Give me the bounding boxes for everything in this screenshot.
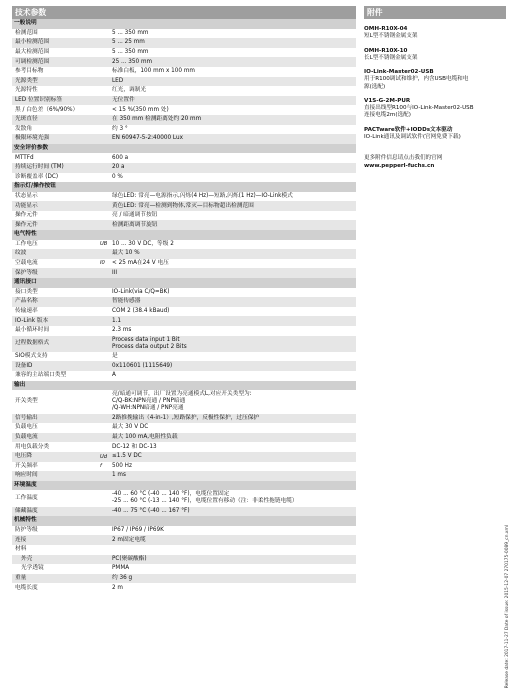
param-value-line: 检测距离调节旋钮 [112, 221, 158, 228]
param-symbol: UB [100, 241, 108, 248]
table-row [12, 307, 356, 317]
table-row [12, 67, 356, 77]
table-row [12, 105, 356, 115]
param-label: 电压降 [15, 453, 33, 460]
section-header-row [12, 481, 356, 491]
param-label: 最小循环时间 [15, 327, 50, 334]
param-label: 产品名称 [15, 298, 38, 305]
section-header-row [12, 230, 356, 240]
param-value [112, 390, 356, 413]
param-value-line: 2路推挽输出（4-in-1）,短路保护，反极性保护，过压保护 [112, 414, 260, 421]
accessory-description: 连接电缆2m(选配) [364, 112, 411, 119]
table-row [12, 259, 356, 269]
table-row [12, 115, 356, 125]
param-label: 检测范围 [15, 29, 38, 36]
table-row [12, 574, 356, 584]
technical-data-header: 技术参数 [12, 6, 356, 19]
table-row [12, 173, 356, 183]
param-value [112, 29, 356, 38]
accessory-description: 用于R100调试和维护，内含USB电缆和电 [364, 76, 469, 83]
param-label: 工作温度 [15, 494, 38, 501]
table-row [12, 414, 356, 424]
param-value-line: 无位置件 [112, 96, 135, 103]
param-value-line: 红光，调制光 [112, 87, 147, 94]
table-row [12, 211, 356, 221]
param-value-line: DC-12 和 DC-13 [112, 443, 157, 450]
param-value-line: 5 ... 350 mm [112, 49, 149, 56]
section-header-row [12, 182, 356, 192]
accessory-description: 直接出线型R100与IO-Link-Master02-USB [364, 105, 474, 112]
param-label: 光源类型 [15, 77, 38, 84]
param-value-line: ≤1.5 V DC [112, 453, 142, 460]
table-row [12, 423, 356, 433]
param-label: 参考目标物 [15, 68, 44, 75]
param-value [112, 173, 356, 182]
param-value [112, 221, 356, 230]
param-value-line: 标准白板，100 mm x 100 mm [112, 68, 195, 75]
param-value [112, 163, 356, 172]
table-row [12, 48, 356, 58]
param-label: 外壳 [21, 555, 33, 562]
param-value-line: 25 ... 350 mm [112, 58, 153, 65]
param-symbol: f [100, 463, 102, 470]
param-value [112, 77, 356, 86]
param-label: 光源特性 [15, 87, 38, 94]
accessory-description: 长L型不锈钢金属支架 [364, 54, 418, 61]
accessory-title: PACTware软件+IODDs文本驱动 [364, 126, 453, 133]
param-value [112, 443, 356, 452]
param-value-line: 600 a [112, 154, 129, 161]
table-row [12, 352, 356, 362]
section-header-row [12, 144, 356, 154]
param-value [112, 240, 356, 249]
param-value-line: C/Q-BK:NPN亮通 / PNP暗通 [112, 398, 186, 405]
param-value-line: 1 ms [112, 472, 126, 479]
param-value [112, 555, 356, 564]
param-label: 设备ID [15, 362, 33, 369]
param-label: 重量 [15, 574, 27, 581]
param-value-line: -40 ... 75 °C (-40 ... 167 °F) [112, 507, 190, 514]
param-label: 操作元件 [15, 221, 38, 228]
table-row [12, 201, 356, 211]
param-value-line: 500 Hz [112, 462, 132, 469]
param-value [112, 549, 356, 551]
table-row [12, 361, 356, 371]
table-row [12, 57, 356, 67]
table-row [12, 452, 356, 462]
param-value-line: 在 350 mm 检测距离处约 20 mm [112, 116, 202, 123]
accessory-title: OMH-R10X-10 [364, 47, 408, 54]
param-value [112, 192, 356, 201]
table-row [12, 526, 356, 536]
website-link[interactable]: www.pepperl-fuchs.cn [364, 162, 435, 169]
table-row [12, 442, 356, 452]
param-value-line: EN 60947-5-2:40000 Lux [112, 135, 183, 142]
table-row [12, 433, 356, 443]
accessory-item [364, 98, 506, 120]
table-row [12, 371, 356, 381]
table-row [12, 297, 356, 307]
table-row [12, 316, 356, 326]
param-value-line: 5 ... 25 mm [112, 39, 145, 46]
param-label: 功能显示 [15, 202, 38, 209]
table-row [12, 535, 356, 545]
table-row [12, 564, 356, 574]
param-label: 纹波 [15, 250, 27, 257]
param-value [112, 134, 356, 143]
param-value [112, 96, 356, 105]
param-value [112, 462, 356, 471]
param-value-line: 2 m [112, 584, 123, 591]
table-row [12, 490, 356, 506]
param-value [112, 297, 356, 306]
accessory-description: 源(选配) [364, 83, 386, 90]
param-label: 开关类型 [15, 398, 38, 405]
param-value [112, 352, 356, 361]
param-value [112, 433, 356, 442]
param-value-line: Process data output 2 Bits [112, 343, 187, 350]
website-note [364, 155, 506, 170]
accessory-item [364, 127, 506, 142]
param-value-line: 10 ... 30 V DC，等级 2 [112, 240, 174, 247]
table-row [12, 555, 356, 565]
website-note-text: 更多附件信息请点击我们的官网 [364, 155, 443, 162]
param-value-line: PMMA [112, 565, 130, 572]
param-label: 状态显示 [15, 192, 38, 199]
param-value-line: -25 ... 60 °C (-13 ... 140 °F)，电缆位置有移动（注：非柔性拖链电缆） [112, 498, 298, 505]
param-value-line: 1.1 [112, 317, 122, 324]
param-value [112, 414, 356, 423]
table-row [12, 249, 356, 259]
table-row [12, 462, 356, 472]
param-value-line: 5 ... 350 mm [112, 29, 149, 36]
param-value-line: < 15 %(350 mm 处) [112, 106, 169, 113]
param-value [112, 317, 356, 326]
table-row [12, 163, 356, 173]
section-header-row [12, 381, 356, 391]
table-row [12, 125, 356, 135]
param-label: 负载电压 [15, 424, 38, 431]
param-label: SIO模式支持 [15, 353, 48, 360]
accessory-title: V1S-G-2M-PUR [364, 97, 411, 104]
param-value [112, 536, 356, 545]
param-label: 保护等级 [15, 269, 38, 276]
param-value [112, 574, 356, 583]
param-value [112, 326, 356, 335]
table-row [12, 336, 356, 352]
param-value-line: < 25 mA在24 V 电压 [112, 260, 169, 267]
param-value [112, 526, 356, 535]
param-value [112, 38, 356, 47]
table-row [12, 38, 356, 48]
param-value-line: 约 3 ° [112, 125, 128, 132]
param-value-line: A [112, 372, 116, 379]
param-value [112, 67, 356, 76]
param-label: 最大检测范围 [15, 49, 50, 56]
param-label: 传输速率 [15, 308, 38, 315]
param-label: 材料 [15, 546, 27, 553]
section-title: 一般说明 [14, 20, 37, 27]
param-value [112, 211, 356, 220]
param-label: MTTFd [15, 154, 34, 161]
accessories-section [364, 6, 506, 170]
param-value [112, 471, 356, 480]
param-value-line: /Q-WH:NPN暗通 / PNP亮通 [112, 405, 184, 412]
accessory-item [364, 26, 506, 41]
param-label: 光斑直径 [15, 116, 38, 123]
param-label: 储藏温度 [15, 507, 38, 514]
param-label: 信号输出 [15, 414, 38, 421]
param-value-line: 亮 / 暗通调节按钮 [112, 212, 158, 219]
param-value [112, 259, 356, 268]
technical-data-table [12, 19, 356, 593]
param-value [112, 490, 356, 506]
table-row [12, 583, 356, 593]
param-value-line: IO-Link(via C/Q=BK) [112, 288, 170, 295]
table-row [12, 86, 356, 96]
param-value [112, 362, 356, 371]
param-value [112, 452, 356, 461]
technical-data-section [12, 6, 356, 593]
param-value-line: PC(聚碳酸酯) [112, 555, 147, 562]
table-row [12, 134, 356, 144]
param-value [112, 336, 356, 352]
accessory-item [364, 48, 506, 63]
section-header-row [12, 516, 356, 526]
param-label: 接口类型 [15, 288, 38, 295]
accessory-title: OMH-R10X-04 [364, 26, 408, 32]
param-value [112, 423, 356, 432]
param-label: IO-Link 版本 [15, 317, 49, 324]
accessories-list [364, 26, 506, 141]
param-label: 光学透镜 [21, 565, 44, 572]
section-title: 通讯接口 [14, 279, 37, 286]
param-label: 可调检测范围 [15, 58, 50, 65]
accessory-title: IO-Link-Master02-USB [364, 69, 434, 76]
param-value-line: 是 [112, 353, 118, 360]
section-header-row [12, 278, 356, 288]
param-value-line: 绿色LED: 常亮—电源指示,闪烁(4 Hz)—短路,闪烁(1 Hz)—IO-Link模式 [112, 192, 293, 199]
param-label: LED 位置识别标签 [15, 96, 63, 103]
param-label: 响应时间 [15, 472, 38, 479]
table-row [12, 507, 356, 517]
param-value-line: III [112, 269, 118, 276]
section-title: 输出 [14, 381, 26, 388]
section-title: 电气特性 [14, 231, 37, 238]
accessory-description: IO-Link通讯及调试软件(官网免费下载) [364, 133, 461, 140]
param-label: 发散角 [15, 125, 33, 132]
param-value-line: -40 ... 60 °C (-40 ... 140 °F)，电缆位置固定 [112, 491, 230, 498]
param-label: 连接 [15, 536, 27, 543]
accessory-description: 短L型不锈钢金属支架 [364, 33, 418, 40]
param-value-line: LED [112, 77, 124, 84]
param-label: 黑 / 白色差（6%/90%） [15, 106, 79, 113]
param-label: 电缆长度 [15, 584, 38, 591]
section-title: 机械特性 [14, 517, 37, 524]
param-value [112, 584, 356, 593]
param-value-line: 最大 10 % [112, 250, 140, 257]
param-value-line: 约 36 g [112, 574, 133, 581]
param-value-line: 最大 30 V DC [112, 424, 149, 431]
accessory-item [364, 69, 506, 91]
param-value-line: 亮/暗通可调节，出厂设置为亮通模式L,对应开关类型为: [112, 391, 252, 398]
param-value [112, 48, 356, 57]
table-row [12, 96, 356, 106]
table-row [12, 240, 356, 250]
param-value [112, 288, 356, 297]
param-symbol: Ud [100, 453, 108, 460]
param-label: 空载电流 [15, 260, 38, 267]
param-label: 兼容的主站端口类型 [15, 372, 67, 379]
table-row [12, 77, 356, 87]
param-value-line: 最大 100 mA,电阻性负载 [112, 434, 178, 441]
param-value [112, 125, 356, 134]
param-value [112, 115, 356, 124]
param-label: 负载电流 [15, 434, 38, 441]
param-value [112, 154, 356, 163]
param-label: 持续运行时间 (TM) [15, 164, 64, 171]
release-info: Release date: 2017-11-27 Date of issue: 2015-12-07 270175-0089_cn.xml [505, 524, 510, 688]
param-symbol: I0 [100, 260, 105, 267]
section-title: 环境温度 [14, 481, 37, 488]
param-label: 用电负载分类 [15, 443, 50, 450]
section-title: 指示灯/操作按钮 [14, 183, 56, 190]
param-value [112, 507, 356, 516]
param-value-line: Process data input 1 Bit [112, 336, 180, 343]
param-label: 防护等级 [15, 527, 38, 534]
param-value [112, 307, 356, 316]
param-value [112, 249, 356, 258]
section-header-row [12, 19, 356, 29]
param-value [112, 86, 356, 95]
param-value-line: 智能传感器 [112, 298, 141, 305]
param-label: 操作元件 [15, 212, 38, 219]
param-value-line: IP67 / IP69 / IP69K [112, 527, 164, 534]
table-row [12, 288, 356, 298]
table-row [12, 390, 356, 413]
param-value-line: 20 a [112, 164, 125, 171]
param-label: 诊断覆盖率 (DC) [15, 173, 59, 180]
accessories-header: 附件 [364, 6, 506, 19]
table-row [12, 29, 356, 39]
table-row [12, 268, 356, 278]
table-row [12, 545, 356, 555]
param-value-line: 0x110601 (1115649) [112, 362, 173, 369]
param-label: 开关频率 [15, 462, 38, 469]
table-row [12, 220, 356, 230]
table-row [12, 471, 356, 481]
param-label: 工作电压 [15, 240, 38, 247]
param-value [112, 202, 356, 211]
table-row [12, 153, 356, 163]
param-value [112, 58, 356, 67]
param-value-line: 2.3 ms [112, 327, 132, 334]
param-value [112, 269, 356, 278]
param-value [112, 106, 356, 115]
param-value-line: 0 % [112, 173, 123, 180]
param-value-line: 2 m固定电缆 [112, 536, 146, 543]
param-value [112, 371, 356, 380]
param-value-line: 黄色LED: 常亮—检测到物体,常灭—目标物超出检测范围 [112, 202, 254, 209]
param-label: 过程数据格式 [15, 340, 50, 347]
table-row [12, 192, 356, 202]
param-label: 极限环境光强 [15, 135, 50, 142]
param-value-line: COM 2 (38.4 kBaud) [112, 308, 170, 315]
table-row [12, 326, 356, 336]
param-label: 最小检测范围 [15, 39, 50, 46]
section-title: 安全评价参数 [14, 144, 49, 151]
param-value [112, 564, 356, 573]
